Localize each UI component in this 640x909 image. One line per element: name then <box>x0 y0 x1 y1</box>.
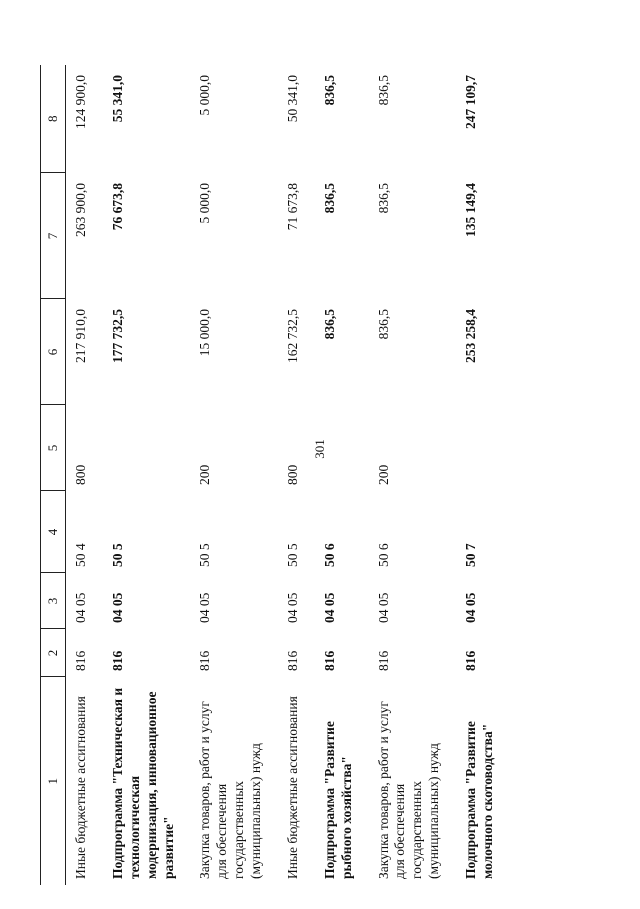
cell-amount-8: 836,5 <box>321 75 337 106</box>
cell-amount-6: 217 910,0 <box>73 309 88 363</box>
cell-target: 50 5 <box>109 543 125 567</box>
cell-target: 50 5 <box>197 543 213 567</box>
column-header: 6 <box>41 299 66 405</box>
cell-section: 04 05 <box>375 592 391 623</box>
row-name: Подпрограмма "Техническая и технологическая модернизация, инновационное развитие" <box>109 687 176 879</box>
table-body <box>66 65 510 885</box>
cell-ministry: 816 <box>463 650 478 671</box>
cell-section: 04 05 <box>321 592 337 623</box>
cell-expense-type <box>103 405 191 491</box>
cell-amount-6: 836,5 <box>375 309 391 340</box>
cell-section: 04 05 <box>73 592 88 623</box>
cell-amount-6: 177 732,5 <box>109 309 125 363</box>
column-header: 2 <box>41 629 66 677</box>
column-header: 7 <box>41 173 66 299</box>
cell-amount-7: 71 673,8 <box>284 183 300 231</box>
cell-amount-8: 5 000,0 <box>197 75 213 116</box>
cell-target: 50 6 <box>375 543 391 567</box>
cell-amount-7: 836,5 <box>375 183 391 214</box>
cell-amount-8: 50 341,0 <box>284 75 300 123</box>
cell-expense-type: 800 <box>284 464 300 485</box>
cell-expense-type <box>456 405 510 491</box>
cell-amount-7: 5 000,0 <box>197 183 213 224</box>
cell-amount-8: 124 900,0 <box>73 75 88 129</box>
cell-target: 50 5 <box>284 543 300 567</box>
cell-amount-7: 135 149,4 <box>463 183 478 237</box>
budget-table <box>40 65 510 885</box>
cell-amount-8: 55 341,0 <box>109 75 125 123</box>
cell-section: 04 05 <box>109 592 125 623</box>
row-name: Подпрограмма "Развитие молочного скотоводства" <box>463 721 495 879</box>
cell-amount-6: 15 000,0 <box>197 309 213 357</box>
cell-expense-type: 200 <box>375 464 391 485</box>
cell-section: 04 05 <box>284 592 300 623</box>
column-header: 4 <box>41 491 66 573</box>
cell-ministry: 816 <box>73 650 88 671</box>
cell-amount-7: 836,5 <box>321 183 337 214</box>
table-row <box>278 65 315 885</box>
cell-ministry: 816 <box>321 650 337 671</box>
cell-target: 50 4 <box>73 543 88 567</box>
table-row <box>315 65 369 885</box>
row-name: Подпрограмма "Развитие рыбного хозяйства" <box>321 721 354 879</box>
row-name: Иные бюджетные ассигнования <box>73 696 88 879</box>
row-name: Закупка товаров, работ и услуг для обеспечения государственных (муниципальных) нужд <box>375 701 442 879</box>
header-row <box>41 65 66 885</box>
cell-ministry: 816 <box>284 650 300 671</box>
cell-expense-type: 800 <box>73 464 88 485</box>
cell-amount-8: 247 109,7 <box>463 75 478 129</box>
page-number: 301 <box>312 439 327 459</box>
cell-amount-7: 263 900,0 <box>73 183 88 237</box>
cell-section: 04 05 <box>197 592 213 623</box>
cell-ministry: 816 <box>375 650 391 671</box>
cell-expense-type <box>315 405 369 491</box>
table-row <box>66 65 103 885</box>
cell-amount-7: 76 673,8 <box>109 183 125 231</box>
column-header: 3 <box>41 573 66 629</box>
cell-target: 50 6 <box>321 543 337 567</box>
cell-amount-8: 836,5 <box>375 75 391 106</box>
table-row <box>103 65 191 885</box>
cell-ministry: 816 <box>197 650 213 671</box>
cell-target: 50 7 <box>463 543 478 567</box>
column-header: 1 <box>41 677 66 885</box>
row-name: Иные бюджетные ассигнования <box>284 696 300 879</box>
cell-amount-6: 836,5 <box>321 309 337 340</box>
cell-section: 04 05 <box>463 592 478 623</box>
column-header: 5 <box>41 405 66 491</box>
table-row <box>190 65 278 885</box>
cell-ministry: 816 <box>109 650 125 671</box>
row-name: Закупка товаров, работ и услуг для обеспечения государственных (муниципальных) нужд <box>197 701 263 879</box>
cell-amount-6: 162 732,5 <box>284 309 300 363</box>
column-header: 8 <box>41 65 66 173</box>
table-row <box>456 65 510 885</box>
table-row <box>369 65 457 885</box>
cell-expense-type: 200 <box>197 464 213 485</box>
cell-amount-6: 253 258,4 <box>463 309 478 363</box>
